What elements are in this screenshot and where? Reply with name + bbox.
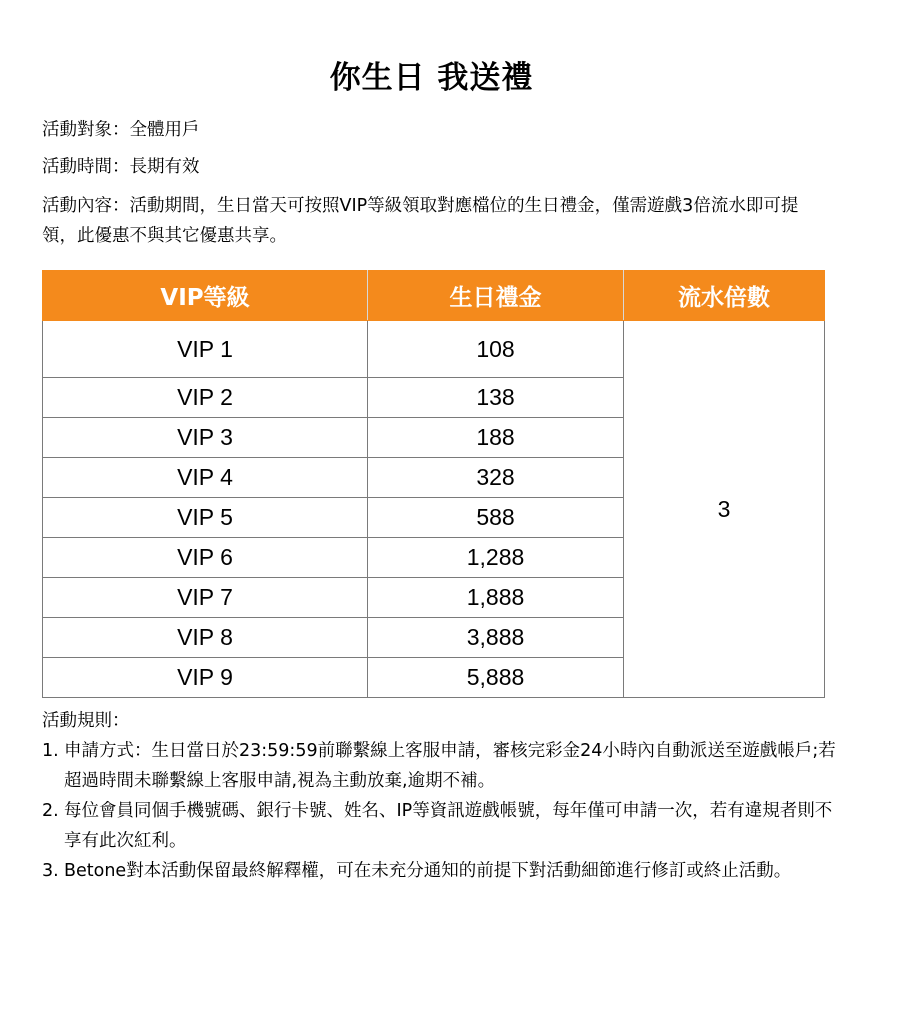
info-target-label: 活動對象： xyxy=(42,120,130,140)
table-row xyxy=(43,321,825,378)
bonus-cell: 1,888 xyxy=(368,578,624,618)
bonus-cell: 188 xyxy=(368,418,624,458)
rule-text: 每位會員同個手機號碼、銀行卡號、姓名、IP等資訊遊戲帳號，每年僅可申請一次，若有違規者則不享有此次紅利。 xyxy=(64,801,833,851)
info-content-label: 活動內容： xyxy=(42,196,130,216)
bonus-cell: 328 xyxy=(368,458,624,498)
table-header-row xyxy=(43,271,825,321)
info-time-label: 活動時間： xyxy=(42,157,130,177)
vip-level-cell: VIP 6 xyxy=(43,538,368,578)
header-birthday-bonus: 生日禮金 xyxy=(368,271,624,321)
bonus-cell: 138 xyxy=(368,378,624,418)
bonus-cell: 1,288 xyxy=(368,538,624,578)
vip-level-cell: VIP 4 xyxy=(43,458,368,498)
rule-number: 3. xyxy=(42,861,59,881)
info-target xyxy=(42,116,200,144)
vip-level-cell: VIP 9 xyxy=(43,658,368,698)
info-content-value: 活動期間，生日當天可按照VIP等級領取對應檔位的生日禮金，僅需遊戲3倍流水即可提領，此優惠不與其它優惠共享。 xyxy=(42,196,799,246)
multiplier-cell: 3 xyxy=(624,321,825,698)
rule-text: Betone對本活動保留最終解釋權，可在未充分通知的前提下對活動細節進行修訂或終止活動。 xyxy=(64,861,792,881)
vip-level-cell: VIP 3 xyxy=(43,418,368,458)
bonus-cell: 588 xyxy=(368,498,624,538)
info-time-value: 長期有效 xyxy=(129,157,200,177)
info-content xyxy=(42,191,832,251)
bonus-cell: 108 xyxy=(368,321,624,378)
vip-level-cell: VIP 8 xyxy=(43,618,368,658)
rules-heading: 活動規則： xyxy=(42,711,130,731)
rule-text: 申請方式：生日當日於23:59:59前聯繫線上客服申請，審核完彩金24小時內自動派送至遊戲帳戶;若超過時間未聯繫線上客服申請,視為主動放棄,逾期不補。 xyxy=(64,741,836,791)
rule-item xyxy=(42,796,842,856)
bonus-cell: 5,888 xyxy=(368,658,624,698)
rules-section xyxy=(42,706,842,886)
rule-number: 2. xyxy=(42,801,59,821)
vip-level-cell: VIP 5 xyxy=(43,498,368,538)
bonus-cell: 3,888 xyxy=(368,618,624,658)
vip-bonus-table xyxy=(42,270,825,698)
info-target-value: 全體用戶 xyxy=(129,120,200,140)
rule-item xyxy=(42,856,842,886)
info-time xyxy=(42,153,200,181)
vip-level-cell: VIP 1 xyxy=(43,321,368,378)
rule-item xyxy=(42,736,842,796)
header-vip-level: VIP等級 xyxy=(43,271,368,321)
vip-level-cell: VIP 7 xyxy=(43,578,368,618)
page-title: 你生日 我送禮 xyxy=(329,60,534,96)
rules-list xyxy=(42,736,842,886)
header-turnover-multiplier: 流水倍數 xyxy=(624,271,825,321)
rule-number: 1. xyxy=(42,741,59,761)
vip-level-cell: VIP 2 xyxy=(43,378,368,418)
